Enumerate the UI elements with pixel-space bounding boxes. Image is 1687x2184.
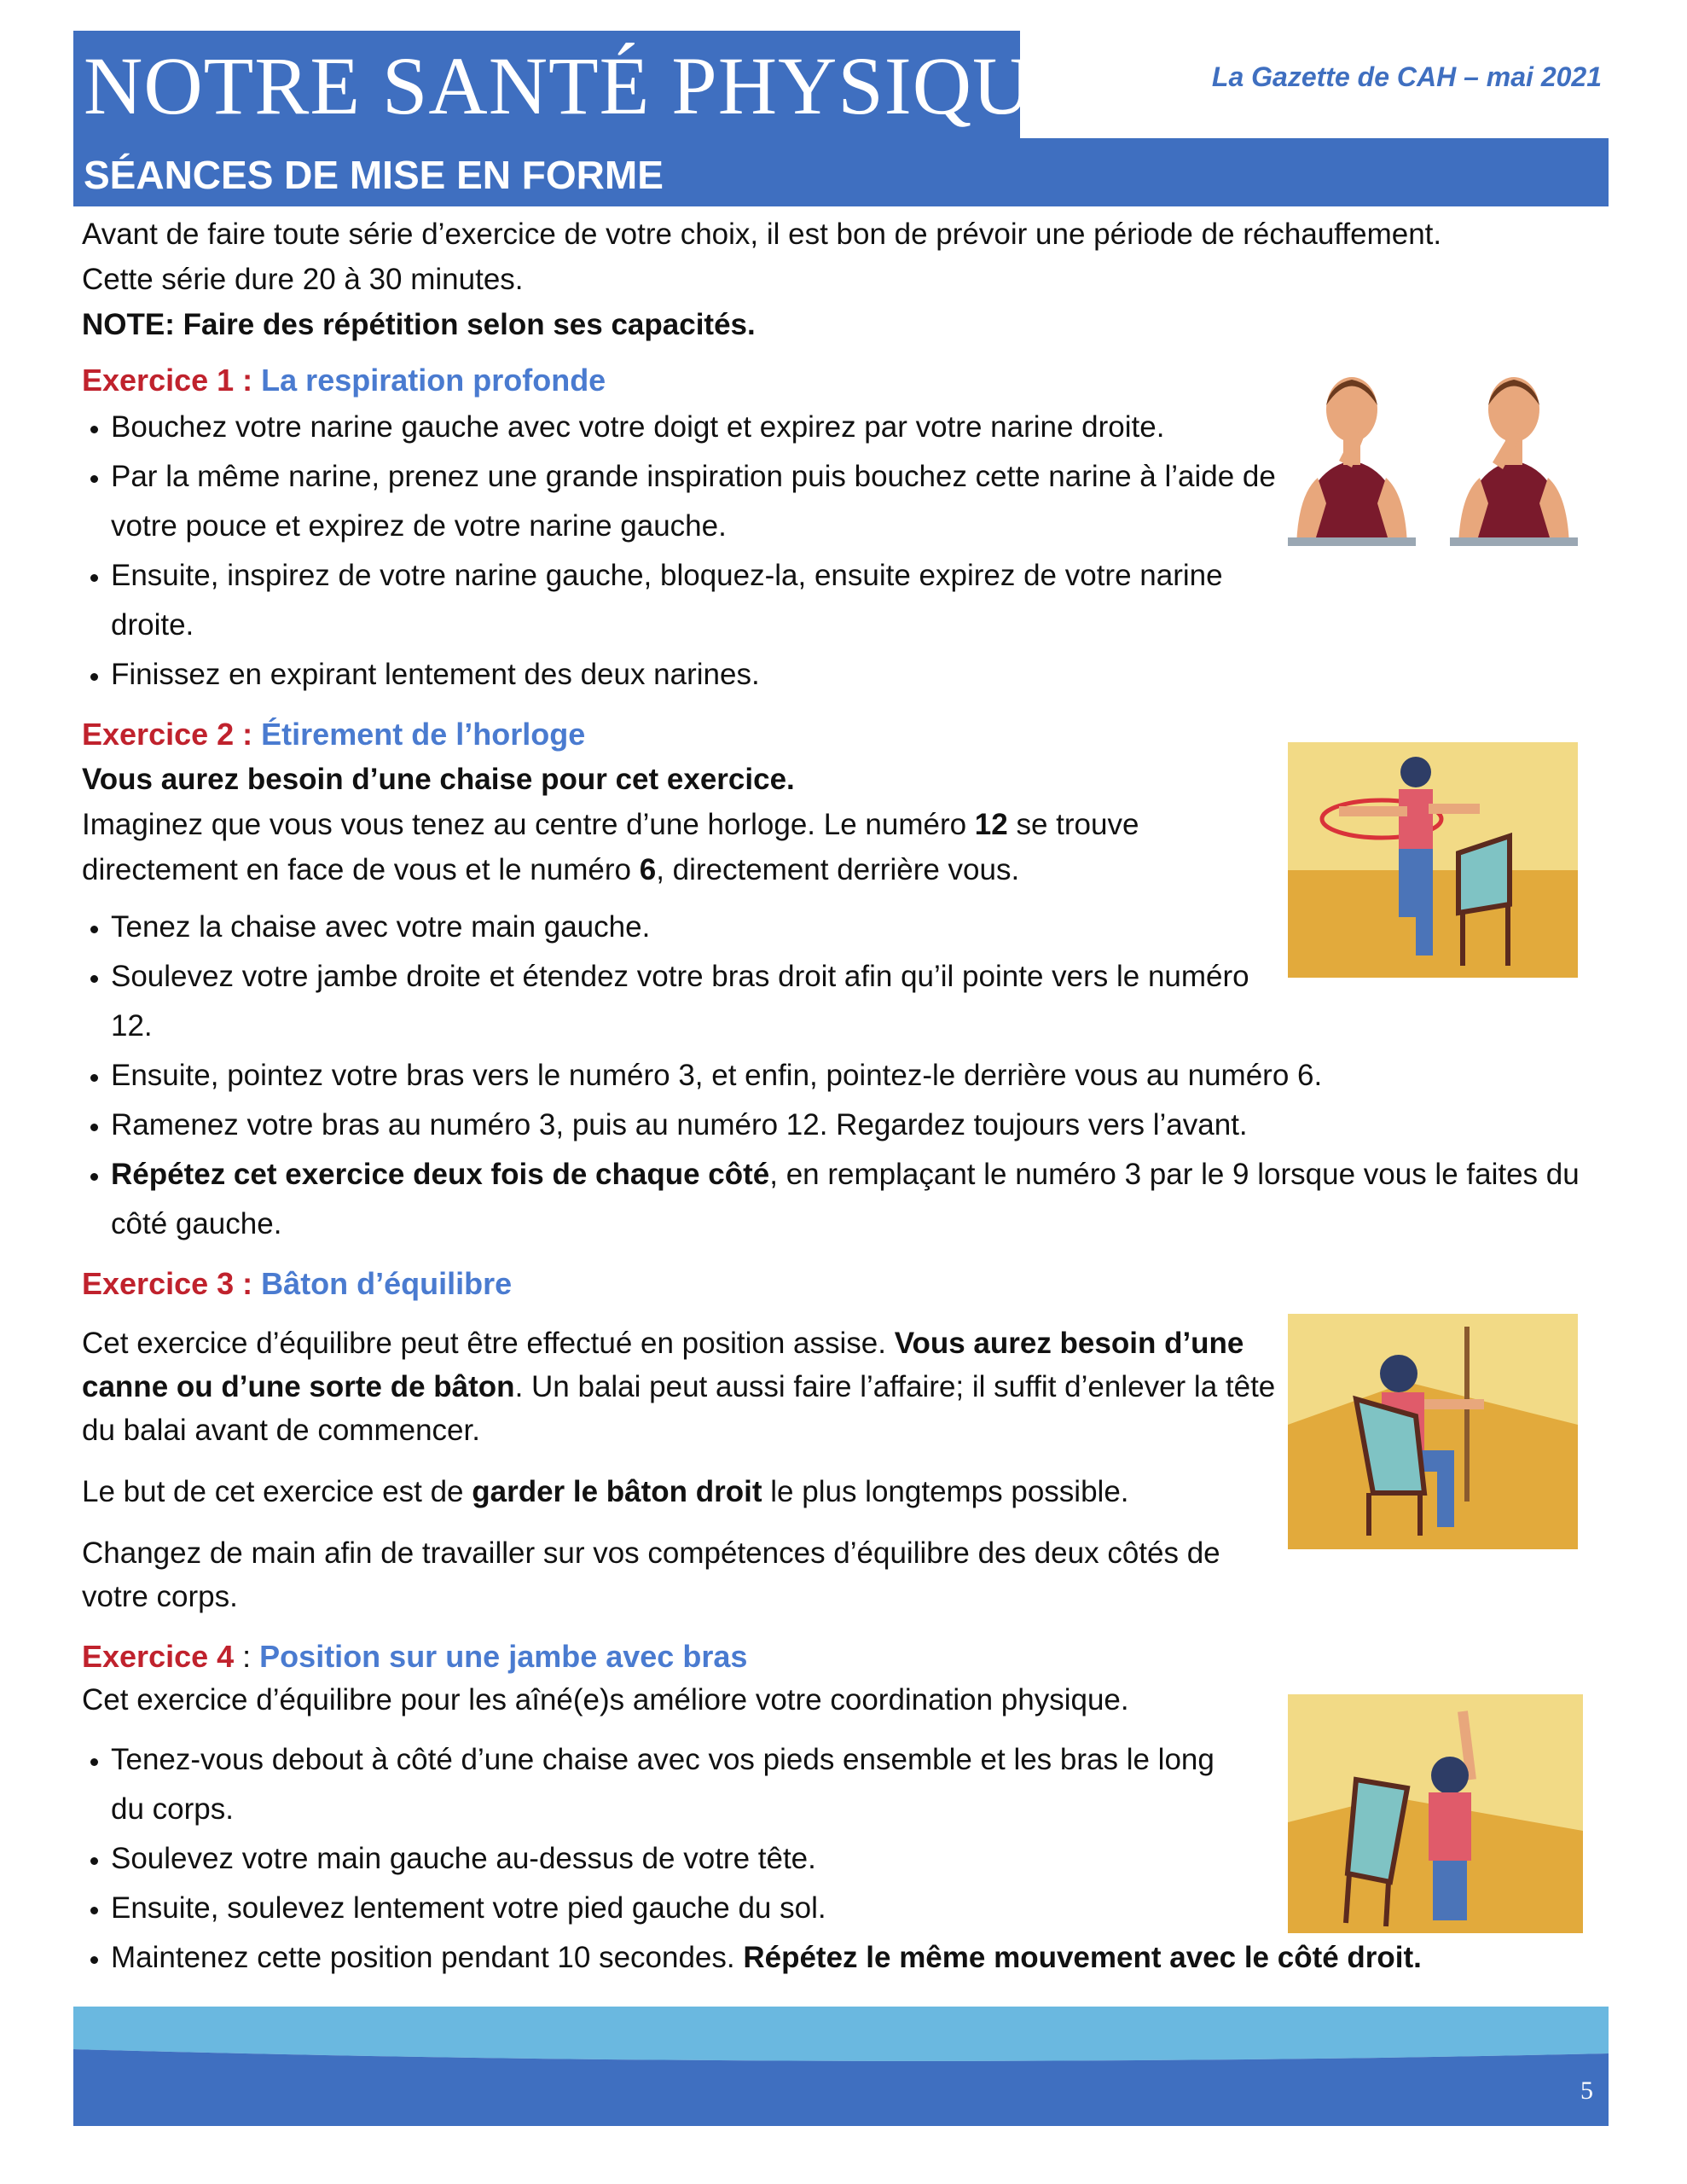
exercise-3-paragraph-1	[82, 1321, 1276, 1452]
footer-wave-banner	[73, 2007, 1609, 2126]
list-item: • Ensuite, inspirez de votre narine gauche, bloquez-la, ensuite expirez de votre narine droite.	[111, 551, 1276, 650]
exercise-3-number: Exercice 3 :	[82, 1266, 253, 1301]
text: , directement derrière vous.	[656, 853, 1020, 886]
list-item: • Tenez-vous debout à côté d’une chaise avec vos pieds ensemble et les bras le long du corps.	[111, 1735, 1254, 1834]
text-bold: Vous aurez besoin d’une canne ou d’une sorte de bâton	[82, 1327, 1244, 1403]
exercise-1-heading	[82, 357, 1276, 403]
list-item: • Bouchez votre narine gauche avec votre doigt et expirez par votre narine droite.	[111, 403, 1276, 452]
woman-figure-right	[1450, 377, 1578, 546]
intro-line-1: Avant de faire toute série d’exercice de votre choix, il est bon de prévoir une période de réchauffement.	[82, 218, 1442, 251]
text: , en remplaçant le numéro 3 par le 9 lorsque vous le faites du côté gauche.	[111, 1158, 1580, 1240]
exercise-2-requirement: Vous aurez besoin d’une chaise pour cet exercice.	[82, 763, 795, 796]
text-bold: Répétez cet exercice deux fois de chaque côté	[111, 1158, 770, 1191]
exercise-1	[82, 357, 1276, 700]
text: Maintenez cette position pendant 10 secondes.	[111, 1941, 744, 1974]
text: . Un balai peut aussi faire l’affaire; il suffit d’enlever la tête du balai avant de commencer.	[82, 1370, 1276, 1447]
exercise-2-title: Étirement de l’horloge	[261, 717, 586, 752]
list-item: • Finissez en expirant lentement des deux narines.	[111, 650, 1276, 700]
exercise-1-steps	[82, 403, 1276, 700]
exercise-3-title: Bâton d’équilibre	[261, 1266, 513, 1301]
exercise-3-heading	[82, 1261, 1276, 1306]
text-bold: 12	[974, 808, 1008, 841]
exercise-4-colon: :	[234, 1639, 260, 1674]
exercise-4-intro: Cet exercice d’équilibre pour les aîné(e)s améliore votre coordination physique.	[82, 1683, 1129, 1716]
list-item: • Ensuite, soulevez lentement votre pied gauche du sol.	[111, 1884, 1609, 1933]
list-item: • Ramenez votre bras au numéro 3, puis au numéro 12. Regardez toujours vers l’avant.	[111, 1101, 1609, 1150]
list-item: • Soulevez votre jambe droite et étendez votre bras droit afin qu’il pointe vers le numéro 12.	[111, 952, 1288, 1051]
list-item: • Ensuite, pointez votre bras vers le numéro 3, et enfin, pointez-le derrière vous au numéro 6.	[111, 1051, 1609, 1101]
exercise-1-number: Exercice 1 :	[82, 363, 253, 398]
list-item	[111, 1150, 1609, 1249]
page-title: NOTRE SANTÉ PHYSIQUE	[73, 31, 1020, 142]
exercise-4-title: Position sur une jambe avec bras	[259, 1639, 748, 1674]
text: se trouve directement en face de vous et le numéro	[82, 808, 1139, 886]
intro	[82, 212, 1532, 347]
text-bold: 6	[639, 853, 657, 886]
page-number: 5	[1580, 2077, 1593, 2105]
balance-stick-illustration	[1288, 1314, 1578, 1549]
text: le plus longtemps possible.	[762, 1475, 1129, 1508]
list-item: • Tenez la chaise avec votre main gauche.	[111, 903, 1288, 952]
section-heading: SÉANCES DE MISE EN FORME	[73, 138, 1609, 206]
exercise-3	[82, 1261, 1276, 1618]
text: Imaginez que vous vous tenez au centre d’une horloge. Le numéro	[82, 808, 975, 841]
exercise-3-paragraph-2	[82, 1469, 1276, 1514]
text-bold: Répétez le même mouvement avec le côté droit.	[743, 1941, 1422, 1974]
text: Le but de cet exercice est de	[82, 1475, 472, 1508]
exercise-3-paragraph-3: Changez de main afin de travailler sur vos compétences d’équilibre des deux côtés de votre corps.	[82, 1536, 1220, 1613]
intro-note: NOTE: Faire des répétition selon ses capacités.	[82, 308, 756, 341]
text-bold: garder le bâton droit	[472, 1475, 762, 1508]
breathing-exercise-illustration	[1279, 367, 1595, 572]
exercise-1-title: La respiration profonde	[261, 363, 606, 398]
exercise-4-number: Exercice 4	[82, 1639, 235, 1674]
woman-figure-left	[1288, 377, 1416, 546]
exercise-2-description	[82, 802, 1191, 892]
text: Cet exercice d’équilibre peut être effectué en position assise.	[82, 1327, 895, 1360]
intro-line-2: Cette série dure 20 à 30 minutes.	[82, 263, 524, 296]
one-leg-stand-illustration	[1288, 1694, 1583, 1933]
list-item	[111, 1933, 1609, 1983]
list-item: • Par la même narine, prenez une grande inspiration puis bouchez cette narine à l’aide de votre pouce et expirez de votre narine gauche.	[111, 452, 1276, 551]
exercise-4-heading	[82, 1634, 1609, 1679]
clock-stretch-illustration	[1288, 742, 1578, 978]
exercise-2-number: Exercice 2 :	[82, 717, 253, 752]
gazette-issue: La Gazette de CAH – mai 2021	[1211, 61, 1602, 92]
list-item: • Soulevez votre main gauche au-dessus de votre tête.	[111, 1834, 1609, 1884]
